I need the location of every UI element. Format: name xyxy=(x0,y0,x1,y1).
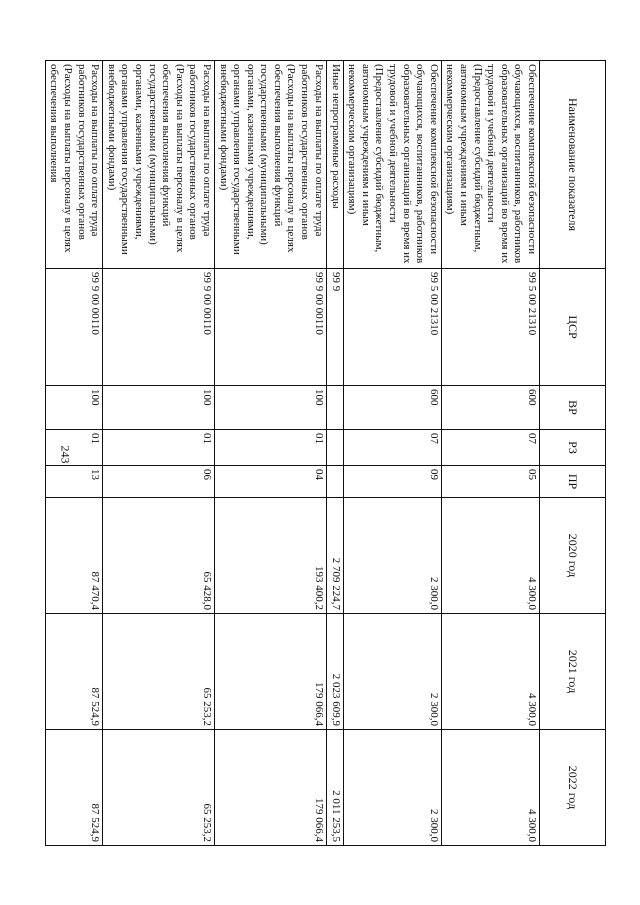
row-2021: 2 300,0 xyxy=(343,614,441,730)
row-vr: 100 xyxy=(214,386,326,430)
row-csr: 99 9 00 00110 xyxy=(214,269,326,386)
row-2022: 2 011 253,5 xyxy=(326,730,343,846)
row-2021: 65 253,2 xyxy=(103,614,215,730)
row-2022: 4 300,0 xyxy=(441,730,539,846)
header-rz: РЗ xyxy=(540,430,606,466)
row-pr: 05 xyxy=(441,466,539,498)
header-row xyxy=(540,61,606,846)
table-row xyxy=(103,61,215,846)
row-2020: 193 400,2 xyxy=(214,498,326,614)
row-vr: 600 xyxy=(441,386,539,430)
page-number: 243 xyxy=(58,445,73,464)
table-row xyxy=(214,61,326,846)
row-csr: 99 9 00 00110 xyxy=(103,269,215,386)
budget-table xyxy=(45,60,606,846)
row-rz: 07 xyxy=(343,430,441,466)
row-vr: 600 xyxy=(343,386,441,430)
row-name: Расходы на выплаты по оплате труда работников государственных органов (Расходы на выплаты персоналу в целях обеспечения выполнения функций государственными (муниципальными) органами, казенными учреждениями, органами управления государственными внебюджетными фондами) xyxy=(103,61,215,269)
row-csr: 99 5 00 21310 xyxy=(441,269,539,386)
row-name: Расходы на выплаты по оплате труда работников государственных органов (Расходы на выплаты персоналу в целях обеспечения выполнения xyxy=(45,61,102,269)
row-pr: 13 xyxy=(45,466,102,498)
row-name: Расходы на выплаты по оплате труда работников государственных органов (Расходы на выплаты персоналу в целях обеспечения выполнения функций государственными (муниципальными) органами, казенными учреждениями, органами управления государственными внебюджетными фондами) xyxy=(214,61,326,269)
row-pr: 04 xyxy=(214,466,326,498)
row-2021: 4 300,0 xyxy=(441,614,539,730)
row-csr: 99 9 xyxy=(326,269,343,386)
row-2022: 87 524,9 xyxy=(45,730,102,846)
row-pr xyxy=(326,466,343,498)
row-name: Обеспечение комплексной безопасности обучающихся, воспитанников, работников образовательных организаций во время их трудовой и учебной деятельности (Предоставление субсидий бюджетным, автономным учреждениям и иным некоммерческим организациям) xyxy=(441,61,539,269)
row-name: Обеспечение комплексной безопасности обучающихся, воспитанников, работников образовательных организаций во время их трудовой и учебной деятельности (Предоставление субсидий бюджетным, автономным учреждениям и иным некоммерческим организациям) xyxy=(343,61,441,269)
row-csr: 99 9 00 00110 xyxy=(45,269,102,386)
row-2020: 2 709 224,7 xyxy=(326,498,343,614)
table-row xyxy=(45,61,102,846)
header-pr: ПР xyxy=(540,466,606,498)
header-2020: 2020 год xyxy=(540,498,606,614)
row-2021: 87 524,9 xyxy=(45,614,102,730)
header-2021: 2021 год xyxy=(540,614,606,730)
row-2020: 65 428,0 xyxy=(103,498,215,614)
row-pr: 06 xyxy=(103,466,215,498)
row-2022: 2 300,0 xyxy=(343,730,441,846)
row-2020: 2 300,0 xyxy=(343,498,441,614)
header-csr: ЦСР xyxy=(540,269,606,386)
row-vr: 100 xyxy=(45,386,102,430)
header-2022: 2022 год xyxy=(540,730,606,846)
row-csr: 99 5 00 21310 xyxy=(343,269,441,386)
row-2020: 87 470,4 xyxy=(45,498,102,614)
table-row xyxy=(326,61,343,846)
row-vr xyxy=(326,386,343,430)
row-2022: 65 253,2 xyxy=(103,730,215,846)
header-vr: ВР xyxy=(540,386,606,430)
row-rz: 01 xyxy=(45,430,102,466)
header-name: Наименование показателя xyxy=(540,61,606,269)
row-2020: 4 300,0 xyxy=(441,498,539,614)
row-rz: 01 xyxy=(103,430,215,466)
row-2022: 179 066,4 xyxy=(214,730,326,846)
row-rz xyxy=(326,430,343,466)
row-vr: 100 xyxy=(103,386,215,430)
row-rz: 07 xyxy=(441,430,539,466)
row-2021: 179 066,4 xyxy=(214,614,326,730)
table-row xyxy=(343,61,441,846)
row-rz: 01 xyxy=(214,430,326,466)
row-pr: 09 xyxy=(343,466,441,498)
row-2021: 2 023 609,9 xyxy=(326,614,343,730)
row-name: Иные непрограммные расходы xyxy=(326,61,343,269)
table-row xyxy=(441,61,539,846)
